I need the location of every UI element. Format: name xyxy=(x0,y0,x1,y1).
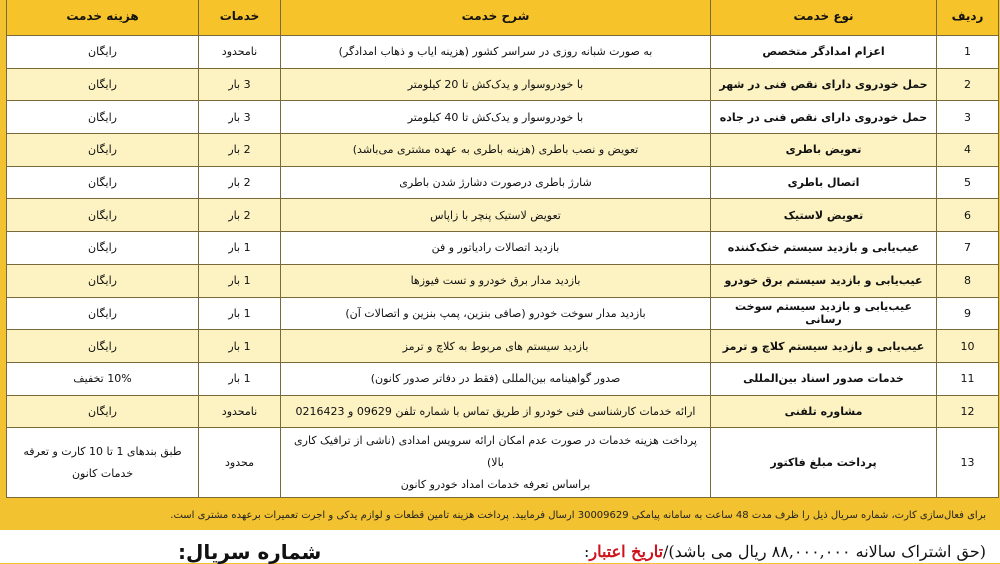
serial-number-label: شماره سریال: xyxy=(178,540,322,564)
row-desc: تعویض لاستیک پنچر با زاپاس xyxy=(281,199,711,232)
row-num: 12 xyxy=(937,395,999,428)
price-text: (حق اشتراک سالانه ۸۸,۰۰۰,۰۰۰ ریال می باشد)/ xyxy=(663,542,986,561)
row-desc: با خودروسوار و یدک‌کش تا 20 کیلومتر xyxy=(281,68,711,101)
row-desc: شارژ باطری درصورت دشارژ شدن باطری xyxy=(281,166,711,199)
footer-note: برای فعال‌سازی کارت، شماره سریال ذیل را ظرف مدت 48 ساعت به سامانه پیامکی 30009629 ارسال فرمایید. پرداخت هزینه تامین قطعات و لوازم یدکی و اجرت تعمیرات برعهده مشتری است. xyxy=(170,510,986,521)
header-count: خدمات xyxy=(199,0,281,36)
row-fee-line: خدمات کانون xyxy=(71,466,134,480)
subscription-price xyxy=(584,542,986,561)
row-type: عیب‌یابی و بازدید سیستم برق خودرو xyxy=(711,264,937,297)
row-count: محدود xyxy=(199,428,281,498)
row-fee: رایگان xyxy=(7,101,199,134)
row-num: 11 xyxy=(937,362,999,395)
row-fee: رایگان xyxy=(7,264,199,297)
row-desc xyxy=(281,428,711,498)
table-row xyxy=(7,36,999,69)
row-type: تعویض باطری xyxy=(711,134,937,167)
row-count: 1 بار xyxy=(199,330,281,363)
row-num: 6 xyxy=(937,199,999,232)
table-row xyxy=(7,428,999,498)
row-fee: رایگان xyxy=(7,330,199,363)
row-desc: بازدید سیستم های مربوط به کلاچ و ترمز xyxy=(281,330,711,363)
row-num: 8 xyxy=(937,264,999,297)
row-type: پرداخت مبلغ فاکتور xyxy=(711,428,937,498)
row-fee: رایگان xyxy=(7,199,199,232)
validity-label: تاریخ اعتبار xyxy=(589,542,664,561)
row-type: عیب‌یابی و بازدید سیستم سوخت رسانی xyxy=(711,297,937,330)
row-fee-line: طبق بندهای 1 تا 10 کارت و تعرفه xyxy=(23,444,182,458)
row-count: 2 بار xyxy=(199,134,281,167)
row-type: حمل خودروی دارای نقص فنی در جاده xyxy=(711,101,937,134)
row-num: 1 xyxy=(937,36,999,69)
row-count: 3 بار xyxy=(199,68,281,101)
row-fee: رایگان xyxy=(7,166,199,199)
row-fee: رایگان xyxy=(7,134,199,167)
row-num: 2 xyxy=(937,68,999,101)
row-count: 1 بار xyxy=(199,264,281,297)
table-row xyxy=(7,297,999,330)
row-fee: رایگان xyxy=(7,232,199,265)
row-type: عیب‌یابی و بازدید سیستم کلاچ و ترمز xyxy=(711,330,937,363)
row-type: اتصال باطری xyxy=(711,166,937,199)
row-type: عیب‌یابی و بازدید سیستم خنک‌کننده xyxy=(711,232,937,265)
row-count: 1 بار xyxy=(199,362,281,395)
row-desc: با خودروسوار و یدک‌کش تا 40 کیلومتر xyxy=(281,101,711,134)
header-type: نوع خدمت xyxy=(711,0,937,36)
row-count: نامحدود xyxy=(199,36,281,69)
validity-colon: : xyxy=(583,542,590,561)
row-fee xyxy=(7,428,199,498)
row-count: 1 بار xyxy=(199,232,281,265)
row-fee: رایگان xyxy=(7,36,199,69)
row-num: 7 xyxy=(937,232,999,265)
row-type: تعویض لاستیک xyxy=(711,199,937,232)
row-count: نامحدود xyxy=(199,395,281,428)
row-desc: بازدید اتصالات رادیاتور و فن xyxy=(281,232,711,265)
header-desc: شرح خدمت xyxy=(281,0,711,36)
row-count: 2 بار xyxy=(199,199,281,232)
table-row xyxy=(7,101,999,134)
table-row xyxy=(7,199,999,232)
row-fee: رایگان xyxy=(7,68,199,101)
row-fee: رایگان xyxy=(7,395,199,428)
table-row xyxy=(7,362,999,395)
row-type: خدمات صدور اسناد بین‌المللی xyxy=(711,362,937,395)
header-num: ردیف xyxy=(937,0,999,36)
table-header-row xyxy=(7,0,999,36)
row-desc: به صورت شبانه روزی در سراسر کشور (هزینه ایاب و ذهاب امدادگر) xyxy=(281,36,711,69)
row-count: 2 بار xyxy=(199,166,281,199)
row-desc: تعویض و نصب باطری (هزینه باطری به عهده مشتری می‌باشد) xyxy=(281,134,711,167)
table-row xyxy=(7,166,999,199)
row-num: 9 xyxy=(937,297,999,330)
row-fee: رایگان xyxy=(7,297,199,330)
bottom-strip xyxy=(0,530,1000,563)
row-desc: ارائه خدمات کارشناسی فنی خودرو از طریق تماس با شماره تلفن 09629 و 0216423 xyxy=(281,395,711,428)
table-row xyxy=(7,264,999,297)
table-row xyxy=(7,134,999,167)
row-num: 13 xyxy=(937,428,999,498)
row-num: 10 xyxy=(937,330,999,363)
row-count: 1 بار xyxy=(199,297,281,330)
header-fee: هزینه خدمت xyxy=(7,0,199,36)
row-type: اعزام امدادگر متخصص xyxy=(711,36,937,69)
row-count: 3 بار xyxy=(199,101,281,134)
row-desc: بازدید مدار برق خودرو و تست فیوزها xyxy=(281,264,711,297)
table-row xyxy=(7,395,999,428)
row-desc: بازدید مدار سوخت خودرو (صافی بنزین، پمپ بنزین و اتصالات آن) xyxy=(281,297,711,330)
services-table xyxy=(6,0,999,498)
row-desc-line: پرداخت هزینه خدمات در صورت عدم امکان ارائه سرویس امدادی (ناشی از ترافیک کاری بالا) xyxy=(294,433,697,469)
row-num: 3 xyxy=(937,101,999,134)
row-num: 5 xyxy=(937,166,999,199)
row-type: حمل خودروی دارای نقص فنی در شهر xyxy=(711,68,937,101)
table-row xyxy=(7,232,999,265)
row-desc: صدور گواهینامه بین‌المللی (فقط در دفاتر صدور کانون) xyxy=(281,362,711,395)
row-type: مشاوره تلفنی xyxy=(711,395,937,428)
row-desc-line: براساس تعرفه خدمات امداد خودرو کانون xyxy=(400,477,591,491)
row-fee: 10% تخفیف xyxy=(7,362,199,395)
table-row xyxy=(7,330,999,363)
row-num: 4 xyxy=(937,134,999,167)
table-row xyxy=(7,68,999,101)
